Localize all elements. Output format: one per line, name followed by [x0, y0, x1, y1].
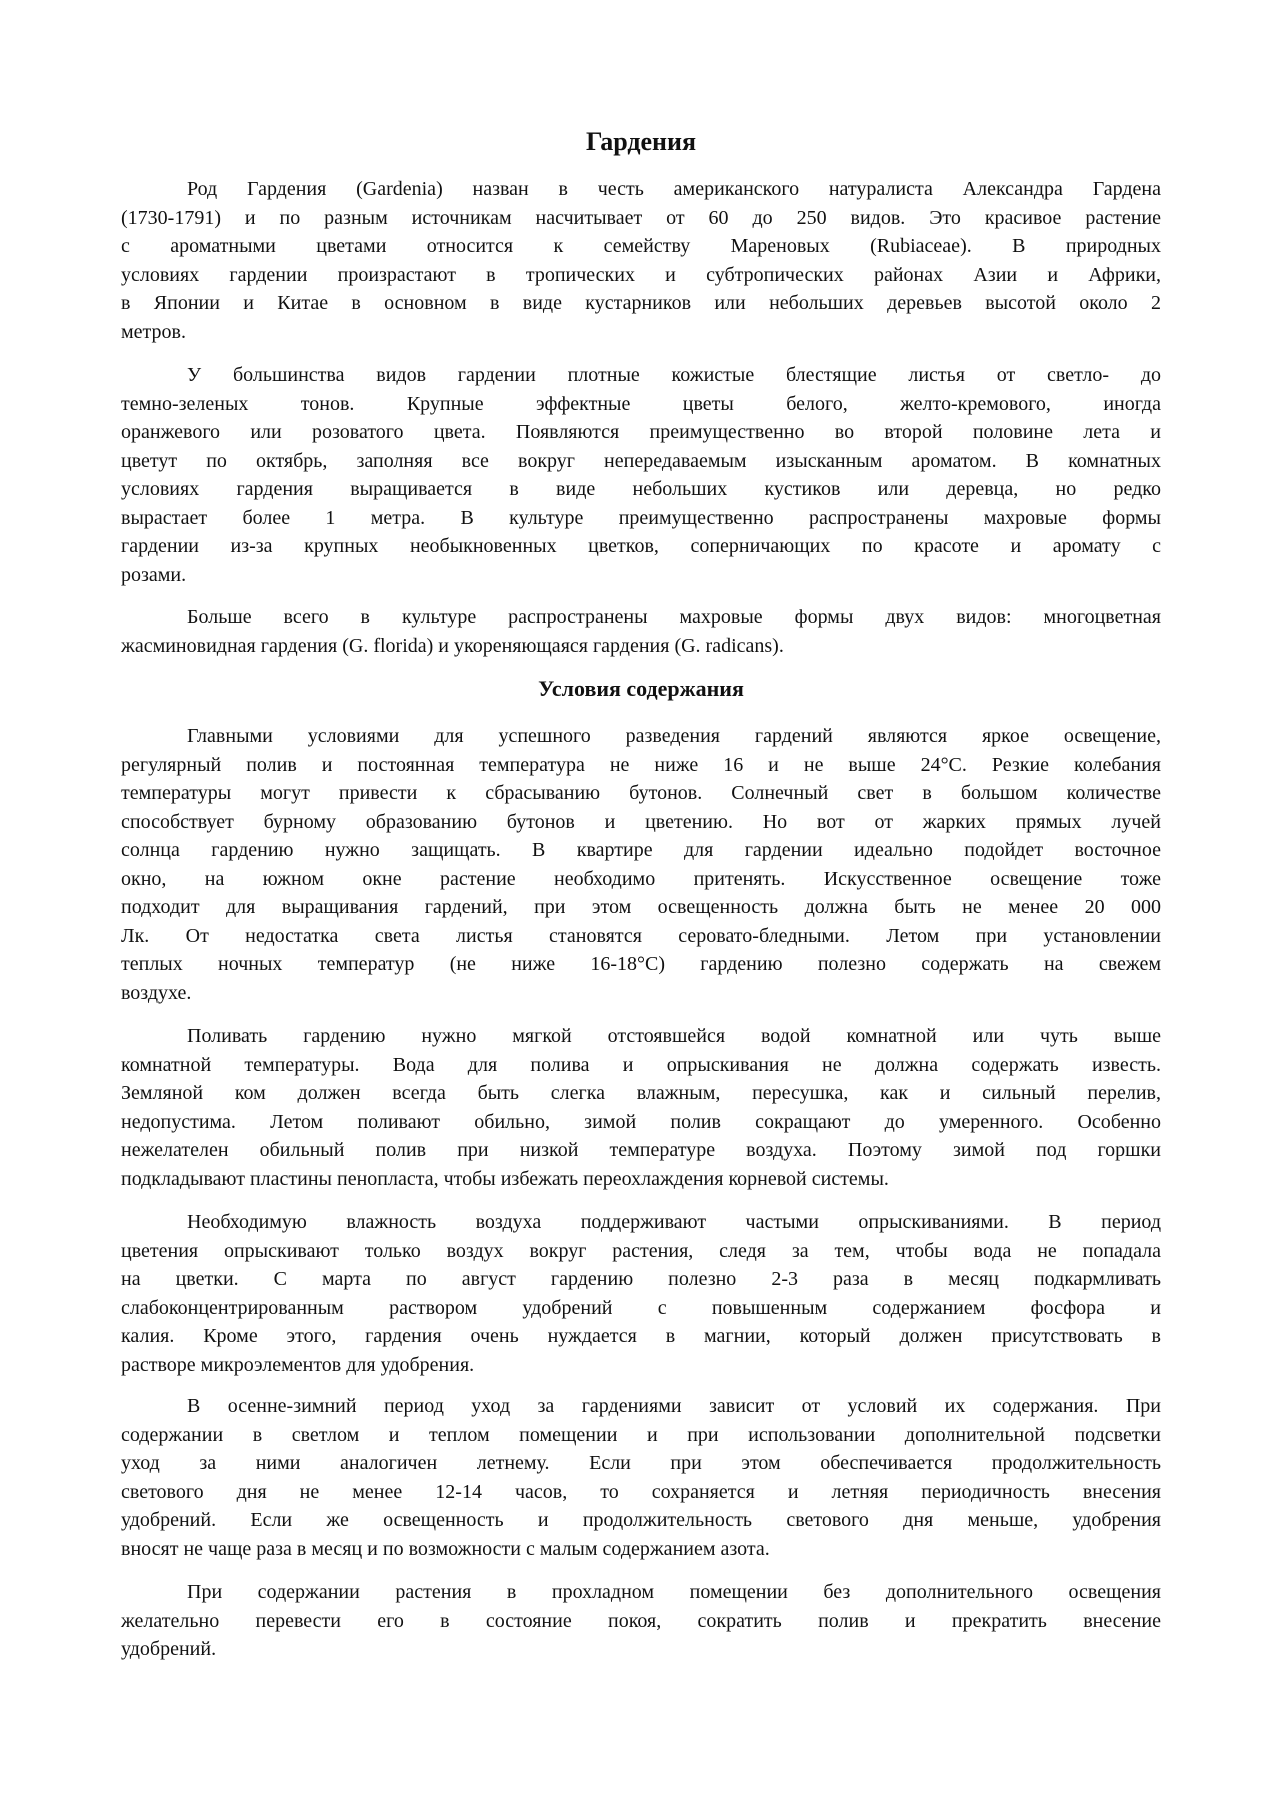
text-line: Больше всего в культуре распространены махровые формы двух видов: многоцветная — [187, 606, 1161, 628]
text-line: светового дня не менее 12-14 часов, то сохраняется и летняя периодичность внесения — [121, 1480, 1161, 1503]
paragraph — [121, 1578, 1161, 1664]
text-line: вырастает более 1 метра. В культуре преимущественно распространены махровые формы — [121, 506, 1161, 529]
text-line: цветения опрыскивают только воздух вокруг растения, следя за тем, чтобы вода не попадала — [121, 1239, 1161, 1262]
text-line: слабоконцентрированным раствором удобрений с повышенным содержанием фосфора и — [121, 1296, 1161, 1319]
text-line: в Японии и Китае в основном в виде кустарников или небольших деревьев высотой около 2 — [121, 292, 1161, 314]
text-line: растворе микроэлементов для удобрения. — [121, 1353, 475, 1376]
text-line: подкладывают пластины пенопласта, чтобы избежать переохлаждения корневой системы. — [121, 1167, 889, 1190]
text-line: удобрений. Если же освещенность и продолжительность светового дня меньше, удобрения — [121, 1509, 1161, 1531]
section-heading: Условия содержания — [538, 676, 744, 701]
text-line: на цветки. С марта по август гардению полезно 2-3 раза в месяц подкармливать — [121, 1268, 1161, 1290]
text-line: калия. Кроме этого, гардения очень нуждается в магнии, который должен присутствовать в — [121, 1325, 1161, 1347]
text-line: При содержании растения в прохладном помещении без дополнительного освещения — [187, 1581, 1161, 1603]
text-line: содержании в светлом и теплом помещении и при использовании дополнительной подсветки — [121, 1423, 1161, 1446]
text-line: вносят не чаще раза в месяц и по возможности с малым содержанием азота. — [121, 1537, 770, 1560]
text-line: Поливать гардению нужно мягкой отстоявшейся водой комнатной или чуть выше — [187, 1025, 1161, 1047]
text-line: В осенне-зимний период уход за гардениями зависит от условий их содержания. При — [187, 1395, 1161, 1417]
text-line: удобрений. — [121, 1638, 217, 1660]
text-line: Род Гардения (Gardenia) назван в честь американского натуралиста Александра Гардена — [187, 178, 1161, 200]
text-line: цветут по октябрь, заполняя все вокруг непередаваемым изысканным ароматом. В комнатных — [121, 449, 1161, 472]
text-line: недопустима. Летом поливают обильно, зимой полив сокращают до умеренного. Особенно — [121, 1110, 1161, 1133]
text-line: температуры могут привести к сбрасыванию бутонов. Солнечный свет в большом количестве — [121, 782, 1161, 804]
text-line: розами. — [121, 563, 187, 586]
text-line: оранжевого или розоватого цвета. Появляются преимущественно во второй половине лета и — [121, 421, 1161, 443]
text-line: метров. — [121, 320, 186, 343]
text-line: подходит для выращивания гардений, при этом освещенность должна быть не менее 20 000 — [121, 896, 1161, 918]
text-line: условиях гардения выращивается в виде небольших кустиков или деревца, но редко — [121, 478, 1161, 500]
text-line: Лк. От недостатка света листья становятся серовато-бледными. Летом при установлении — [121, 924, 1161, 947]
text-line: уход за ними аналогичен летнему. Если при этом обеспечивается продолжительность — [121, 1452, 1161, 1474]
text-line: окно, на южном окне растение необходимо притенять. Искусственное освещение тоже — [121, 867, 1161, 890]
paragraph — [121, 1392, 1161, 1563]
text-line: темно-зеленых тонов. Крупные эффектные цветы белого, желто-кремового, иногда — [121, 392, 1161, 415]
text-line: солнца гардению нужно защищать. В квартире для гардении идеально подойдет восточное — [121, 839, 1161, 861]
text-line: комнатной температуры. Вода для полива и опрыскивания не должна содержать известь. — [121, 1053, 1161, 1076]
text-line: регулярный полив и постоянная температура не ниже 16 и не выше 24°С. Резкие колебания — [121, 753, 1161, 776]
text-line: теплых ночных температур (не ниже 16-18°С) гардению полезно содержать на свежем — [121, 953, 1161, 975]
paragraph — [121, 361, 1161, 589]
text-line: Необходимую влажность воздуха поддерживают частыми опрыскиваниями. В период — [187, 1211, 1161, 1233]
document-title: Гардения — [585, 127, 697, 156]
paragraph — [121, 603, 1161, 660]
text-line: воздухе. — [121, 981, 192, 1004]
paragraph — [121, 1208, 1161, 1379]
text-line: (1730-1791) и по разным источникам насчитывает от 60 до 250 видов. Это красивое растение — [121, 206, 1161, 229]
text-line: жасминовидная гардения (G. florida) и укореняющаяся гардения (G. radicans). — [121, 634, 784, 657]
text-line: способствует бурному образованию бутонов и цветению. Но вот от жарких прямых лучей — [121, 810, 1161, 833]
text-line: условиях гардении произрастают в тропических и субтропических районах Азии и Африки, — [121, 263, 1161, 286]
paragraph — [121, 1022, 1161, 1193]
paragraph — [121, 175, 1161, 346]
text-line: У большинства видов гардении плотные кожистые блестящие листья от светло- до — [187, 364, 1161, 386]
text-line: желательно перевести его в состояние покоя, сократить полив и прекратить внесение — [121, 1609, 1161, 1632]
text-line: Главными условиями для успешного разведения гардений являются яркое освещение, — [187, 725, 1161, 747]
text-line: с ароматными цветами относится к семейству Мареновых (Rubiaceae). В природных — [121, 235, 1161, 257]
paragraph — [121, 722, 1161, 1007]
text-line: гардении из-за крупных необыкновенных цветков, соперничающих по красоте и аромату с — [121, 535, 1161, 557]
text-line: нежелателен обильный полив при низкой температуре воздуха. Поэтому зимой под горшки — [121, 1139, 1161, 1161]
text-line: Земляной ком должен всегда быть слегка влажным, пересушка, как и сильный перелив, — [121, 1082, 1161, 1104]
